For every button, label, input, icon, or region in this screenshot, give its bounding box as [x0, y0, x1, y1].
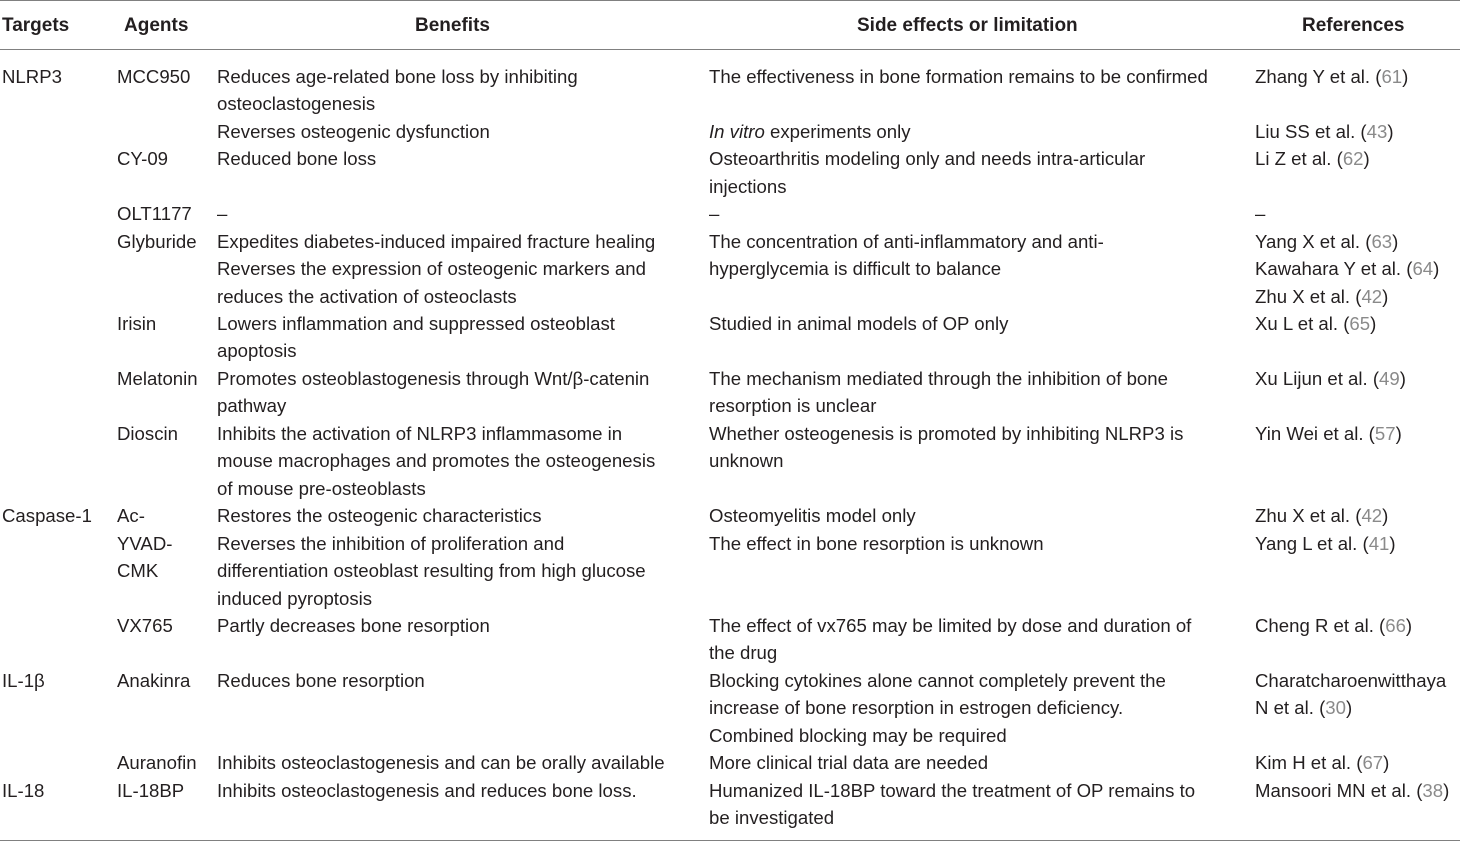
side-effect-line: the drug	[709, 642, 778, 663]
reference-line: Zhu X et al. (42)	[1255, 286, 1389, 307]
benefit-line: Reverses osteogenic dysfunction	[217, 121, 490, 142]
citation-link[interactable]: 66	[1385, 615, 1406, 636]
benefit-line: pathway	[217, 395, 287, 416]
reference-line: Yang L et al. (41)	[1255, 533, 1396, 554]
table-bottom-rule	[0, 840, 1460, 841]
reference-line: Charatcharoenwitthaya	[1255, 670, 1447, 691]
agent-cell: Melatonin	[117, 368, 198, 389]
benefit-line: Partly decreases bone resorption	[217, 615, 490, 636]
reference-line: Li Z et al. (62)	[1255, 148, 1370, 169]
agent-cell: Glyburide	[117, 231, 197, 252]
agent-cell: Dioscin	[117, 423, 178, 444]
citation-link[interactable]: 38	[1422, 780, 1444, 801]
benefit-line: mouse macrophages and promotes the osteogenesis	[217, 450, 656, 471]
side-effect-text: experiments only	[764, 121, 911, 142]
benefit-line: Reduced bone loss	[217, 148, 377, 169]
side-effect-line: More clinical trial data are needed	[709, 752, 989, 773]
reference-line: Yin Wei et al. (57)	[1255, 423, 1402, 444]
reference-line: Mansoori MN et al. (38)	[1255, 780, 1450, 801]
reference-line: Xu Lijun et al. (49)	[1255, 368, 1406, 389]
reference-line: Zhu X et al. (42)	[1255, 505, 1389, 526]
citation-link[interactable]: 65	[1349, 313, 1371, 334]
side-effect-line: The effect of vx765 may be limited by dose and duration of	[709, 615, 1192, 636]
side-effect-line: increase of bone resorption in estrogen deficiency.	[709, 697, 1124, 718]
citation-link[interactable]: 63	[1371, 231, 1393, 252]
reference-line: Zhang Y et al. (61)	[1255, 66, 1409, 87]
side-effect-line: hyperglycemia is difficult to balance	[709, 258, 1002, 279]
agent-cell: YVAD-	[117, 533, 173, 554]
target-cell: IL-18	[2, 780, 45, 801]
benefit-line: Restores the osteogenic characteristics	[217, 505, 542, 526]
side-effect-line: injections	[709, 176, 787, 197]
side-effect-line: Whether osteogenesis is promoted by inhibiting NLRP3 is	[709, 423, 1184, 444]
side-effect-line: be investigated	[709, 807, 835, 828]
side-effect-line: Combined blocking may be required	[709, 725, 1007, 746]
reference-line: Kawahara Y et al. (64)	[1255, 258, 1440, 279]
benefit-line: Inhibits osteoclastogenesis and can be orally available	[217, 752, 665, 773]
benefit-line: Reduces age-related bone loss by inhibiting	[217, 66, 578, 87]
citation-link[interactable]: 42	[1361, 286, 1383, 307]
agent-cell: MCC950	[117, 66, 191, 87]
reference-line: Cheng R et al. (66)	[1255, 615, 1413, 636]
benefit-line: osteoclastogenesis	[217, 93, 376, 114]
reference-line: Liu SS et al. (43)	[1255, 121, 1394, 142]
target-cell: Caspase-1	[2, 505, 92, 526]
benefit-line: Promotes osteoblastogenesis through Wnt/β-catenin	[217, 368, 650, 389]
side-effect-line: Blocking cytokines alone cannot completely prevent the	[709, 670, 1166, 691]
side-effect-line: unknown	[709, 450, 784, 471]
agent-cell: Anakinra	[117, 670, 191, 691]
header-agents: Agents	[124, 15, 189, 36]
reference-line: –	[1255, 203, 1266, 224]
benefit-line: Lowers inflammation and suppressed osteoblast	[217, 313, 615, 334]
agent-cell: Auranofin	[117, 752, 197, 773]
side-effect-line: The mechanism mediated through the inhibition of bone	[709, 368, 1168, 389]
citation-link[interactable]: 64	[1412, 258, 1434, 279]
benefit-line: induced pyroptosis	[217, 588, 373, 609]
benefit-line: reduces the activation of osteoclasts	[217, 286, 517, 307]
side-effect-line: The effectiveness in bone formation remains to be confirmed	[709, 66, 1208, 87]
header-benefits: Benefits	[415, 15, 490, 36]
agent-cell: IL-18BP	[117, 780, 185, 801]
benefit-line: Expedites diabetes-induced impaired fracture healing	[217, 231, 656, 252]
header-references: References	[1302, 15, 1405, 36]
side-effect-line: Osteoarthritis modeling only and needs intra-articular	[709, 148, 1146, 169]
agent-cell: Irisin	[117, 313, 157, 334]
side-effect-line: The concentration of anti-inflammatory and anti-	[709, 231, 1104, 252]
header-side-effects: Side effects or limitation	[857, 15, 1078, 36]
reference-line: Xu L et al. (65)	[1255, 313, 1377, 334]
benefit-line: differentiation osteoblast resulting from high glucose	[217, 560, 646, 581]
benefit-line: –	[217, 203, 228, 224]
agent-cell: VX765	[117, 615, 173, 636]
reference-line: Yang X et al. (63)	[1255, 231, 1399, 252]
benefit-line: Inhibits the activation of NLRP3 inflammasome in	[217, 423, 623, 444]
italic-text: In vitro	[709, 121, 765, 142]
benefit-line: Inhibits osteoclastogenesis and reduces bone loss.	[217, 780, 637, 801]
benefit-line: Reverses the expression of osteogenic markers and	[217, 258, 646, 279]
citation-link[interactable]: 30	[1325, 697, 1346, 718]
agent-cell: OLT1177	[117, 203, 192, 224]
agent-cell: CMK	[117, 560, 159, 581]
citation-link[interactable]: 61	[1381, 66, 1403, 87]
citation-link[interactable]: 43	[1366, 121, 1388, 142]
side-effect-line: –	[709, 203, 720, 224]
reference-line: Kim H et al. (67)	[1255, 752, 1390, 773]
citation-link[interactable]: 49	[1379, 368, 1400, 389]
citation-link[interactable]: 42	[1361, 505, 1383, 526]
citation-link[interactable]: 67	[1362, 752, 1384, 773]
side-effect-line: Humanized IL-18BP toward the treatment of OP remains to	[709, 780, 1196, 801]
agent-cell: Ac-	[117, 505, 145, 526]
target-cell: NLRP3	[2, 66, 62, 87]
citation-link[interactable]: 41	[1368, 533, 1390, 554]
side-effect-line: resorption is unclear	[709, 395, 877, 416]
target-cell: IL-1β	[2, 670, 45, 691]
side-effect-line: Studied in animal models of OP only	[709, 313, 1009, 334]
header-targets: Targets	[2, 15, 70, 36]
side-effect-line: Osteomyelitis model only	[709, 505, 916, 526]
header-rule	[0, 49, 1460, 50]
agent-cell: CY-09	[117, 148, 168, 169]
benefit-line: Reverses the inhibition of proliferation and	[217, 533, 565, 554]
reference-line: N et al. (30)	[1255, 697, 1353, 718]
side-effect-line: The effect in bone resorption is unknown	[709, 533, 1044, 554]
table-top-rule	[0, 0, 1460, 1]
citation-link[interactable]: 57	[1374, 423, 1396, 444]
citation-link[interactable]: 62	[1342, 148, 1364, 169]
side-effect-line	[709, 118, 911, 145]
benefit-line: of mouse pre-osteoblasts	[217, 478, 426, 499]
benefit-line: Reduces bone resorption	[217, 670, 425, 691]
benefit-line: apoptosis	[217, 340, 297, 361]
